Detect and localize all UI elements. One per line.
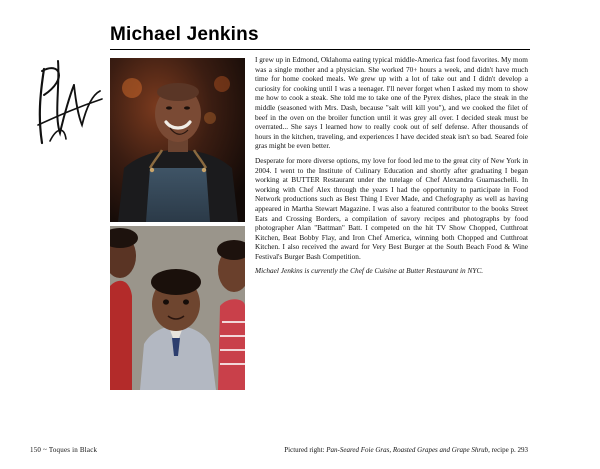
page-title: Michael Jenkins	[110, 24, 259, 45]
childhood-photo	[110, 226, 245, 390]
bio-paragraph: I grew up in Edmond, Oklahoma eating typical middle-America fast food favorites. My mom was a single mother and a physician. She worked 70+ hours a week, and didn't have much time for home cooked meals. We grew up with a lot of take out and I didn't develop a curiosity for cooking until I was a teenager. I'll never forget when I asked my mom to show me how to cook a steak. She told me to take one of the Pyrex dishes, place the steak in the middle (seasoned with Mrs. Dash, because "salt will kill you"), and we cooked the filet of beef in the oven on the broiler function until it was grey all over. I decided steak must be overrated... She says I learned how to really cook out of self defense. After thousands of hours in the kitchen, traveling, and experiences I have decided steak isn't so bad. Seared foie gras might be even better.	[255, 55, 528, 151]
signature-image	[30, 55, 105, 155]
chef-photo	[110, 58, 245, 222]
caption-dish: Pan-Seared Foie Gras, Roasted Grapes and Grape Shrub,	[326, 446, 490, 454]
caption-prefix: Pictured right:	[284, 446, 327, 454]
photo-caption	[284, 446, 528, 454]
bio-paragraph: Desperate for more diverse options, my love for food led me to the great city of New York in 2004. I went to the Institute of Culinary Education and shortly after graduating I began working at BUTTER Restaurant under the tutelage of Chef Alexandra Guarnaschelli. In working with Chef Alex through the years I had the opportunity to participate in Food Network productions such as Best Thing I Ever Made, and Chefography as well as having appeared in Martha Stewart Magazine. I was also a featured contributor to the books Street Eats and Crossing Borders, a compilation of savory recipes and photographs by food photographer Alan "Battman" Batt. I competed on the hit TV Show Chopped, Cutthroat Kitchen, Beat Bobby Flay, and Iron Chef America, winning both Chopped and Cutthroat Kitchen. I also received the award for Very Best Burger at the South Beach Food & Wine Festival's Burger Bash Competition.	[255, 155, 528, 261]
current-position-note: Michael Jenkins is currently the Chef de Cuisine at Butter Restaurant in NYC.	[255, 266, 484, 276]
page-number-label: 150 ~ Toques in Black	[30, 446, 98, 454]
title-rule	[110, 49, 530, 50]
biography	[255, 55, 528, 281]
caption-suffix: recipe p. 293	[489, 446, 528, 454]
